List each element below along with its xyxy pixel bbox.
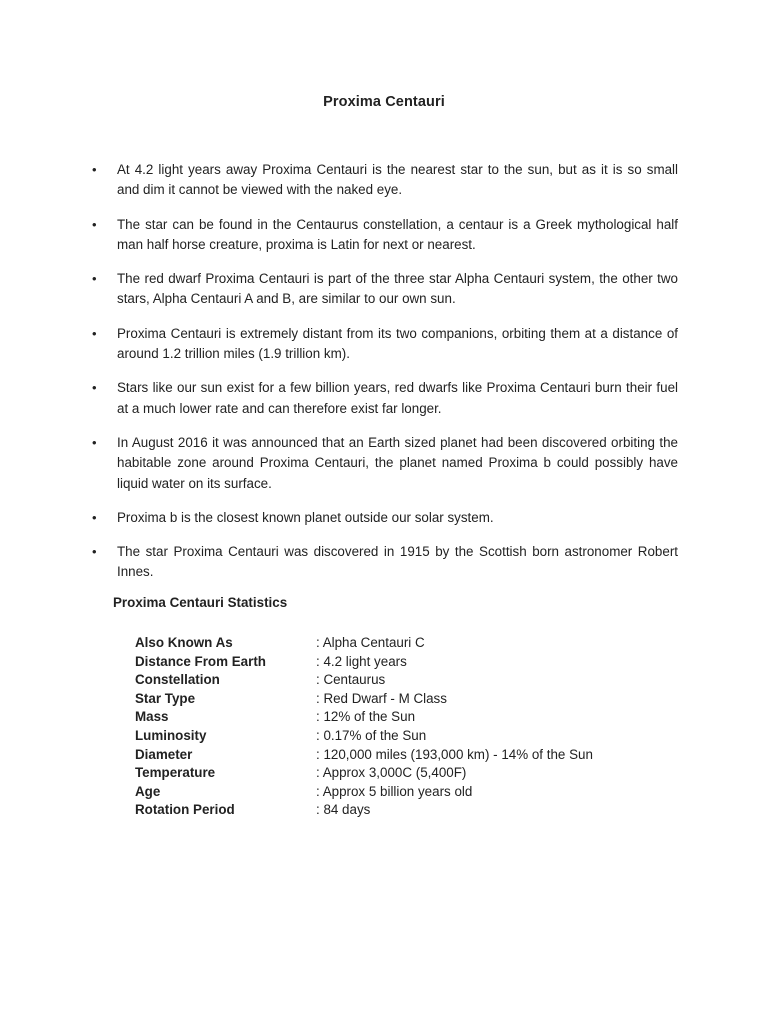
bullet-icon: •: [92, 162, 97, 177]
stats-row: [135, 690, 593, 709]
bullet-icon: •: [92, 380, 97, 396]
stats-row: [135, 671, 593, 690]
bullet-icon: •: [92, 509, 97, 525]
stat-value: : 120,000 miles (193,000 km) - 14% of the Sun: [316, 746, 593, 762]
document-title: Proxima Centauri: [323, 94, 445, 110]
bullet-icon: •: [92, 434, 97, 450]
stat-value: : 4.2 light years: [316, 653, 407, 669]
stat-label: Mass: [135, 709, 169, 725]
fact-list: [91, 160, 678, 597]
stat-label: Also Known As: [135, 635, 233, 650]
bullet-icon: •: [92, 544, 97, 560]
stat-label: Temperature: [135, 765, 216, 781]
stats-row: [135, 801, 593, 820]
stat-value: : Approx 5 billion years old: [316, 783, 473, 799]
bullet-icon: •: [92, 216, 97, 232]
stats-row: [135, 764, 593, 783]
fact-text: In August 2016 it was announced that an Earth sized planet had been discovered orbiting the habitable zone around Proxima Centauri, the planet named Proxima b could possibly have liquid water on its surface.: [117, 434, 678, 491]
stat-label: Constellation: [135, 672, 220, 688]
stat-label: Distance From Earth: [135, 653, 266, 669]
fact-text: Proxima Centauri is extremely distant from its two companions, orbiting them at a distance of around 1.2 trillion miles (1.9 trillion km).: [117, 325, 678, 362]
fact-list-item: [91, 160, 678, 201]
stat-label: Age: [135, 783, 161, 799]
bullet-icon: •: [92, 325, 97, 341]
fact-list-item: [91, 433, 678, 494]
stats-table: [135, 634, 593, 820]
stats-heading: Proxima Centauri Statistics: [113, 595, 288, 610]
stat-label: Diameter: [135, 746, 193, 762]
fact-list-item: [91, 324, 678, 365]
stats-row: [135, 746, 593, 765]
stats-row: [135, 708, 593, 727]
fact-text: At 4.2 light years away Proxima Centauri is the nearest star to the sun, but as it is so small and dim it cannot be viewed with the naked eye.: [117, 162, 678, 198]
stat-value: : 12% of the Sun: [316, 709, 416, 725]
stat-value: : 0.17% of the Sun: [316, 727, 427, 743]
fact-list-item: [91, 508, 678, 528]
stat-value: : Centaurus: [316, 672, 386, 688]
stat-value: : Red Dwarf - M Class: [316, 690, 447, 706]
fact-list-item: [91, 542, 678, 583]
stats-row: [135, 653, 593, 672]
fact-text: Stars like our sun exist for a few billion years, red dwarfs like Proxima Centauri burn their fuel at a much lower rate and can therefore exist far longer.: [117, 380, 678, 416]
stat-value: : Approx 3,000C (5,400F): [316, 765, 467, 781]
fact-list-item: [91, 378, 678, 419]
fact-text: Proxima b is the closest known planet outside our solar system.: [117, 509, 494, 525]
stats-row: [135, 783, 593, 802]
stats-row: [135, 634, 593, 653]
bullet-icon: •: [92, 271, 97, 287]
stat-value: : 84 days: [316, 802, 371, 818]
stat-label: Luminosity: [135, 727, 207, 743]
fact-text: The star Proxima Centauri was discovered in 1915 by the Scottish born astronomer Robert Innes.: [117, 544, 678, 580]
stat-label: Star Type: [135, 690, 196, 706]
fact-list-item: [91, 215, 678, 256]
fact-text: The red dwarf Proxima Centauri is part of the three star Alpha Centauri system, the other two stars, Alpha Centauri A and B, are similar to our own sun.: [117, 271, 678, 307]
fact-text: The star can be found in the Centaurus constellation, a centaur is a Greek mythological half man half horse creature, proxima is Latin for next or nearest.: [117, 216, 678, 252]
stat-value: : Alpha Centauri C: [316, 635, 425, 650]
fact-list-item: [91, 269, 678, 310]
stat-label: Rotation Period: [135, 802, 235, 818]
stats-row: [135, 727, 593, 746]
